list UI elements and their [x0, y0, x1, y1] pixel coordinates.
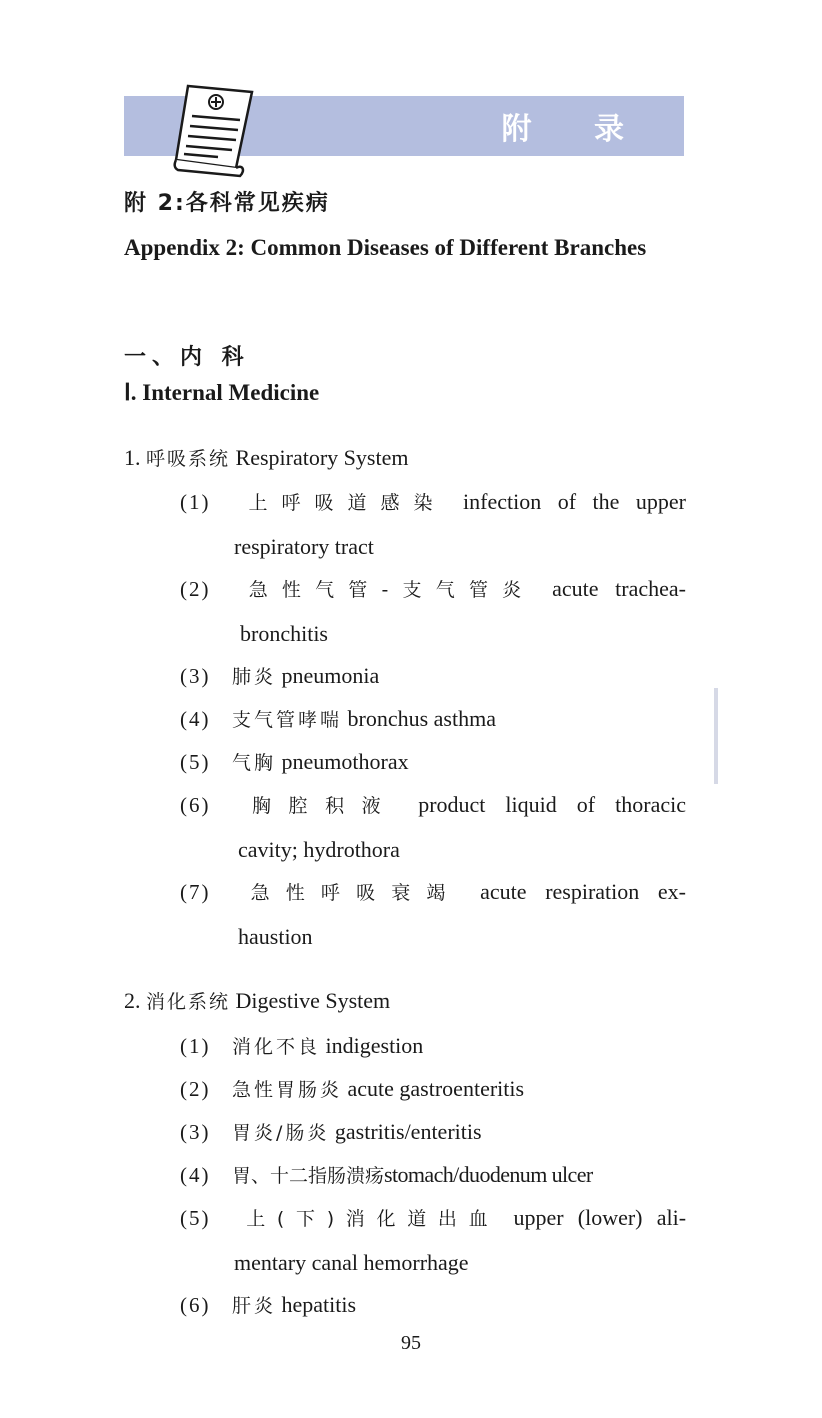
- item-term-chinese: 肺炎: [232, 666, 277, 688]
- item-number: (4): [180, 1163, 211, 1187]
- list-item-line: [180, 783, 686, 828]
- system-heading-respiratory: [124, 444, 408, 471]
- item-term-english-continued: bronchitis: [240, 621, 328, 646]
- item-number: (2): [180, 577, 211, 601]
- item-term-chinese: 气胸: [232, 752, 277, 774]
- item-term-chinese: 急性呼吸衰竭: [250, 882, 462, 904]
- item-term-english: stomach/duodenum ulcer: [384, 1162, 593, 1187]
- item-term-english: pneumonia: [281, 663, 380, 688]
- item-term-chinese: 上呼吸道感染: [248, 492, 447, 514]
- item-term-chinese: 消化不良: [232, 1036, 321, 1058]
- list-item: [180, 740, 686, 785]
- item-term-chinese: 胃、十二指肠溃疡: [232, 1165, 385, 1187]
- item-term-english: bronchus asthma: [347, 706, 496, 731]
- item-number: (2): [180, 1077, 211, 1101]
- system-name-chinese: 呼吸系统: [146, 448, 231, 470]
- system-heading-digestive: [124, 987, 390, 1014]
- item-term-english-continued: mentary canal hemorrhage: [234, 1250, 469, 1275]
- item-number: (1): [180, 1034, 211, 1058]
- item-term-english: infection of the upper: [463, 489, 686, 514]
- item-term-english: acute trachea-: [552, 576, 687, 601]
- page-number: 95: [401, 1332, 421, 1354]
- item-number: (6): [180, 1293, 211, 1317]
- item-term-english: acute respiration ex-: [480, 879, 686, 904]
- list-item: [180, 697, 686, 742]
- banner-label: 附 录: [501, 112, 650, 147]
- list-item: [180, 1067, 686, 1112]
- appendix-title-chinese: 附 2:各科常见疾病: [124, 191, 330, 216]
- item-term-english: hepatitis: [281, 1292, 357, 1317]
- item-term-english: product liquid of thoracic: [418, 792, 686, 817]
- list-item: [180, 1153, 686, 1198]
- list-item: [180, 654, 686, 699]
- item-term-chinese: 急性气管-支气管炎: [248, 579, 536, 601]
- item-term-english: indigestion: [325, 1033, 424, 1058]
- list-item: [180, 870, 686, 959]
- item-number: (3): [180, 1120, 211, 1144]
- list-item-line: [180, 1196, 686, 1241]
- item-term-english: pneumothorax: [281, 749, 409, 774]
- item-term-english-continued: cavity; hydrothora: [238, 837, 400, 862]
- item-term-english: upper (lower) ali-: [513, 1205, 687, 1230]
- system-name-chinese: 消化系统: [146, 991, 231, 1013]
- item-term-chinese: 支气管哮喘: [232, 709, 343, 731]
- item-term-english: gastritis/enteritis: [334, 1119, 482, 1144]
- item-number: (1): [180, 490, 211, 514]
- section-heading-chinese: 一、内 科: [124, 345, 250, 370]
- document-icon: [166, 80, 262, 180]
- system-number: 1.: [124, 445, 141, 470]
- item-term-english-continued: haustion: [238, 924, 313, 949]
- item-number: (7): [180, 880, 211, 904]
- item-term-chinese: 肝炎: [232, 1295, 277, 1317]
- item-term-english-continued: respiratory tract: [234, 534, 374, 559]
- list-item: [180, 567, 686, 656]
- item-term-chinese: 上(下)消化道出血: [246, 1208, 500, 1230]
- page-edge-mark: [714, 688, 718, 784]
- item-number: (4): [180, 707, 211, 731]
- list-item-line: [180, 567, 686, 612]
- list-item-line: [180, 870, 686, 915]
- section-heading-english: Ⅰ. Internal Medicine: [124, 380, 320, 405]
- item-number: (5): [180, 750, 211, 774]
- list-item: [180, 1110, 686, 1155]
- item-number: (5): [180, 1206, 211, 1230]
- item-number: (3): [180, 664, 211, 688]
- system-name-english: Digestive System: [235, 988, 391, 1013]
- system-name-english: Respiratory System: [235, 445, 409, 470]
- list-item: [180, 480, 686, 569]
- item-term-chinese: 胸腔积液: [252, 795, 399, 817]
- appendix-title-english: Appendix 2: Common Diseases of Different Branches: [124, 235, 647, 260]
- list-item: [180, 1283, 686, 1328]
- list-item: [180, 783, 686, 872]
- item-term-english: acute gastroenteritis: [347, 1076, 525, 1101]
- list-item-line: [180, 480, 686, 525]
- system-number: 2.: [124, 988, 141, 1013]
- item-term-chinese: 急性胃肠炎: [232, 1079, 343, 1101]
- item-term-chinese: 胃炎/肠炎: [232, 1122, 330, 1144]
- list-item: [180, 1196, 686, 1285]
- list-item: [180, 1024, 686, 1069]
- item-number: (6): [180, 793, 211, 817]
